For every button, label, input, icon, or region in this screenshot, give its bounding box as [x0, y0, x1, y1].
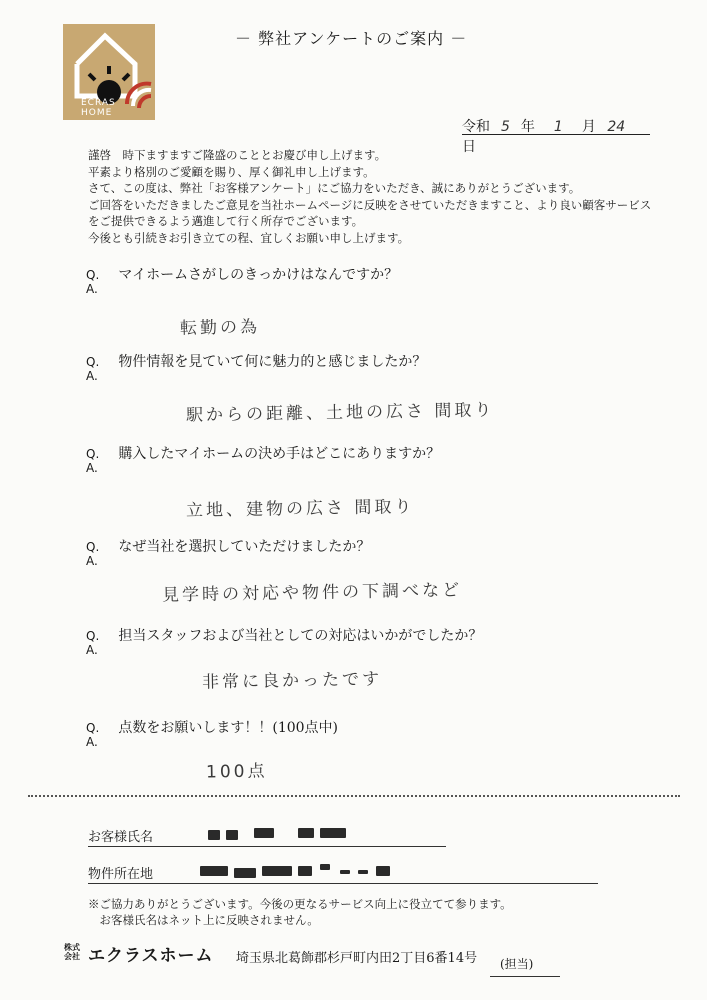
- customer-name-redacted: [208, 828, 348, 840]
- a-label: A.: [86, 369, 98, 383]
- dotted-separator: [28, 795, 680, 797]
- logo-text-line2: HOME: [81, 108, 113, 118]
- logo-text-line1: ECRAS: [81, 98, 116, 108]
- staff-underline: [490, 975, 560, 977]
- a-label: A.: [86, 461, 98, 475]
- date-day-unit: 日: [462, 139, 476, 155]
- company-address: 埼玉県北葛飾郡杉戸町内田2丁目6番14号: [236, 951, 478, 966]
- company-prefix-1: 株式: [64, 943, 80, 952]
- property-address-label: 物件所在地: [88, 867, 154, 882]
- question-text: マイホームさがしのきっかけはなんですか？: [118, 267, 399, 283]
- customer-name-label: お客様氏名: [88, 830, 154, 845]
- intro-text: [88, 147, 678, 246]
- date-field: [462, 116, 650, 155]
- date-month: 1: [553, 119, 563, 135]
- question-4: [86, 536, 370, 556]
- q-label: Q.: [86, 629, 100, 643]
- q-label: Q.: [86, 447, 100, 461]
- answer-text: 非常に良かったです: [201, 669, 383, 693]
- note-line: ※ご協力ありがとうございます。今後の更なるサービス向上に役立てて参ります。: [88, 897, 512, 911]
- date-month-unit: 月: [581, 119, 596, 135]
- a-label: A.: [86, 735, 98, 749]
- answer-text: 転勤の為: [179, 317, 261, 339]
- question-6: [86, 717, 338, 737]
- q-label: Q.: [86, 268, 100, 282]
- question-text: なぜ当社を選択していただけましたか？: [118, 539, 371, 555]
- question-text: 物件情報を見ていて何に魅力的と感じましたか？: [118, 354, 427, 370]
- footnote: [88, 896, 512, 928]
- question-2: [86, 351, 426, 371]
- note-line: お客様氏名はネット上に反映されません。: [88, 913, 319, 927]
- question-1: [86, 264, 398, 284]
- a-label: A.: [86, 282, 98, 296]
- q-label: Q.: [86, 540, 100, 554]
- company-type-label: [64, 943, 80, 961]
- intro-line: さて、この度は、弊社「お客様アンケート」にご協力をいただき、誠にありがとうございます。: [88, 181, 581, 195]
- question-text: 担当スタッフおよび当社としての対応はいかがでしたか？: [118, 628, 483, 644]
- answer-text: 見学時の対応や物件の下調べなど: [161, 580, 463, 606]
- answer-text: 駅からの距離、土地の広さ 間取り: [185, 400, 495, 426]
- q-label: Q.: [86, 721, 100, 735]
- property-address-redacted: [200, 862, 400, 880]
- a-label: A.: [86, 554, 98, 568]
- intro-line: 今後とも引続きお引き立ての程、宜しくお願い申し上げます。: [88, 230, 410, 245]
- staff-label: (担当): [500, 957, 534, 971]
- customer-name-underline: [88, 845, 446, 847]
- date-year: 5: [500, 119, 510, 135]
- answer-text: 100点: [205, 761, 268, 783]
- q-label: Q.: [86, 355, 100, 369]
- company-prefix-2: 会社: [64, 952, 80, 961]
- question-text: 点数をお願いします！！(100点中): [118, 720, 339, 736]
- question-text: 購入したマイホームの決め手はどこにありますか？: [118, 446, 441, 462]
- a-label: A.: [86, 643, 98, 657]
- company-name: エクラスホーム: [88, 946, 214, 966]
- date-era: 令和: [462, 119, 490, 135]
- property-address-underline: [88, 882, 598, 884]
- intro-line: をご提供できるよう邁進して行く所存でございます。: [88, 214, 364, 228]
- question-5: [86, 625, 482, 645]
- date-year-unit: 年: [520, 119, 535, 135]
- intro-line: 謹啓 時下ますますご隆盛のこととお慶び申し上げます。: [88, 148, 387, 162]
- date-day: 24: [607, 119, 626, 135]
- company-logo: [63, 24, 155, 120]
- page-title: － 弊社アンケートのご案内 －: [235, 29, 468, 48]
- answer-text: 立地、建物の広さ 間取り: [185, 497, 415, 521]
- intro-line: 平素より格別のご愛顧を賜り、厚く御礼申し上げます。: [88, 164, 375, 179]
- intro-line: ご回答をいただきましたご意見を当社ホームページに反映をさせていただきますこと、より良い顧客サービス: [88, 197, 652, 212]
- question-3: [86, 443, 440, 463]
